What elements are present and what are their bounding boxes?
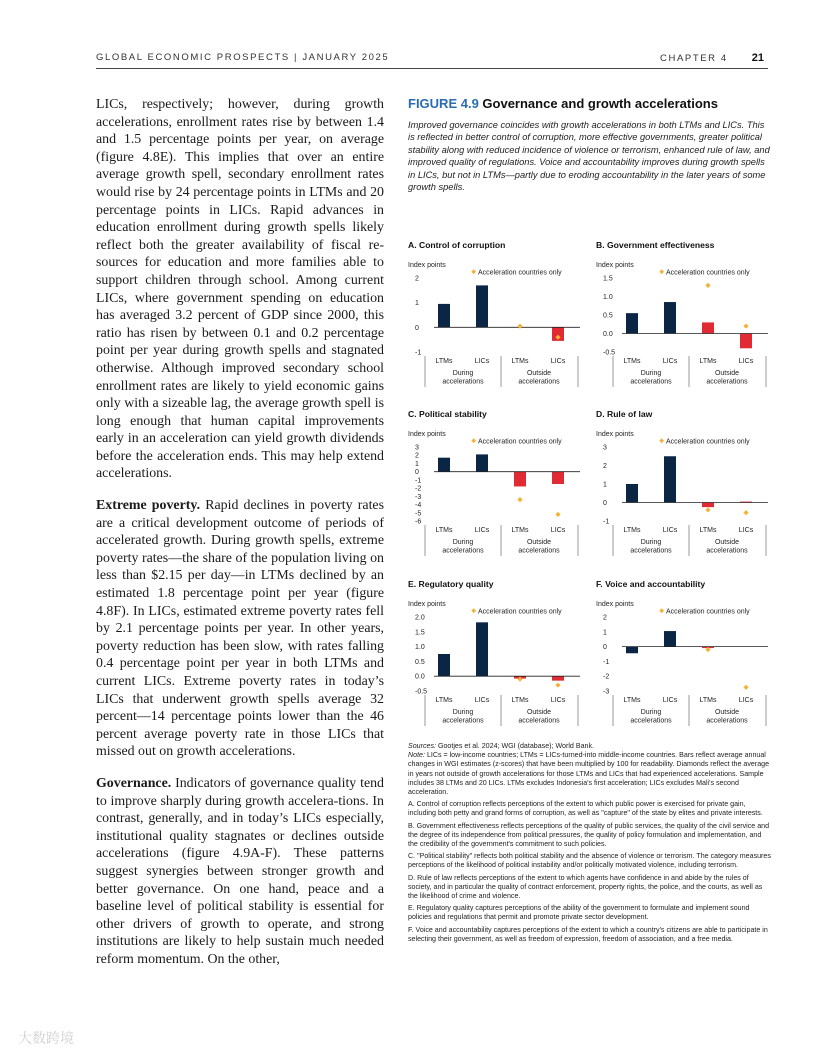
note-f: F. Voice and accountability captures perceptions of the extent to which a country's citizens are able to participate in selecting their government, as well as freedom of expression, freedom of association, and a free media.: [408, 925, 768, 943]
y-tick-label: 1: [603, 629, 607, 637]
group-label: During accelerations: [442, 539, 484, 555]
paragraph-governance: [96, 775, 384, 969]
x-tick-label: LICs: [550, 358, 566, 365]
x-tick-label: LICs: [550, 697, 566, 704]
y-tick-label: 2: [603, 463, 607, 470]
bar-ltms-outside: [514, 472, 526, 487]
poverty-text: Rapid declines in poverty rates are a critical development outcome of periods of accelerated growth. During growth spells, extreme poverty rates—the share of the population living on less than $2.15 per day—in LTMs declined by an estimated 1.8 percentage point per year (figure 4.8F). In LICs, estimated extreme poverty rates fell by 2.1 percentage points per year. In other years, poverty reduction has been slow, with rates falling 0.4 percentage point per year in both LTMs and current LICs. Extreme poverty rates in today’s LICs that underwent growth spells average 32 percent—14 percentage points lower than the 46 percent average poverty rate in those LICs that missed out on growth accelerations.: [96, 498, 384, 760]
y-tick-label: 2: [415, 452, 419, 460]
y-tick-label: 3: [603, 444, 607, 452]
y-axis-label: Index points: [596, 431, 634, 438]
group-label: Outside accelerations: [518, 370, 560, 386]
y-tick-label: 2: [415, 275, 419, 283]
governance-text: Indicators of governance quality tend to improve sharply during growth accelera-tions. In contrast, generally, and in today’s LICs especially, institutional quality stagnates or declines outside accelerations (figure 4.9A-F). These patterns suggest synergies between stronger growth and better governance. On one hand, peace and a baseline level of political stability is essential for other drivers of growth to operate, and strong institutions are likely to help sustain much needed reform momentum. On the other,: [96, 775, 384, 967]
y-tick-label: 0: [603, 500, 607, 507]
panel-title: E. Regulatory quality: [408, 579, 494, 589]
panel-b: [596, 240, 771, 390]
bar-ltms-during: [626, 484, 638, 503]
chart-government-effectiveness: [596, 240, 771, 390]
x-tick-label: LTMs: [699, 527, 717, 534]
bar-lics-outside: [552, 676, 564, 680]
y-axis-label: Index points: [408, 431, 446, 438]
legend-label: Acceleration countries only: [478, 438, 562, 446]
y-tick-label: -1: [415, 477, 422, 485]
bar-lics-during: [476, 454, 488, 471]
panel-title: A. Control of corruption: [408, 240, 506, 250]
diamond-marker: [517, 497, 522, 502]
x-tick-label: LTMs: [511, 358, 529, 365]
figure-notes: [408, 742, 772, 944]
group-label: During accelerations: [630, 709, 672, 725]
x-tick-label: LTMs: [623, 697, 641, 704]
legend-label: Acceleration countries only: [478, 269, 562, 277]
y-tick-label: -1: [603, 658, 610, 666]
chapter-label: [660, 52, 764, 64]
bar-lics-during: [664, 631, 676, 647]
sources-label: Sources:: [408, 742, 436, 750]
x-tick-label: LTMs: [623, 358, 641, 365]
diamond-marker: [705, 283, 710, 288]
y-tick-label: -1: [603, 518, 610, 526]
diamond-marker: [705, 507, 710, 512]
legend-label: Acceleration countries only: [666, 608, 750, 616]
diamond-marker: [743, 510, 748, 515]
y-tick-label: 1.5: [415, 629, 425, 637]
panel-title: B. Government effectiveness: [596, 240, 715, 250]
chart-political-stability: [408, 409, 583, 559]
x-tick-label: LICs: [474, 697, 490, 704]
legend-diamond-icon: [659, 269, 664, 274]
y-tick-label: 1.0: [415, 644, 425, 652]
bar-lics-outside: [552, 472, 564, 484]
note-a: A. Control of corruption reflects perceptions of the extent to which public power is exercised for private gain, including both petty and grand forms of corruption, as well as "capture" of the state by elites and private interests.: [408, 800, 763, 818]
panel-f: [596, 579, 771, 729]
legend-diamond-icon: [471, 438, 476, 443]
x-tick-label: LTMs: [623, 527, 641, 534]
y-axis-label: Index points: [596, 262, 634, 269]
y-tick-label: -0.5: [415, 688, 428, 696]
y-tick-label: 0: [415, 469, 419, 477]
group-label: During accelerations: [630, 370, 672, 386]
legend-diamond-icon: [471, 269, 476, 274]
diamond-marker: [517, 324, 522, 329]
y-tick-label: 0.5: [603, 312, 613, 320]
chart-control-of-corruption: [408, 240, 583, 390]
bar-lics-during: [664, 456, 676, 502]
x-tick-label: LTMs: [511, 697, 529, 704]
x-tick-label: LTMs: [699, 697, 717, 704]
y-tick-label: -2: [603, 673, 610, 681]
y-axis-label: Index points: [596, 601, 634, 608]
x-tick-label: LICs: [738, 358, 754, 365]
chart-regulatory-quality: [408, 579, 583, 729]
note-c: C. "Political stability" reflects both political stability and the absence of violence or terrorism. The category measures perceptions of the likelihood of political instability and/or politically motivated violence, including terrorism.: [408, 852, 771, 870]
panel-c: [408, 409, 583, 559]
y-tick-label: -4: [415, 502, 422, 510]
panel-a: [408, 240, 583, 390]
x-tick-label: LICs: [662, 697, 678, 704]
x-tick-label: LICs: [738, 527, 754, 534]
chapter-text: CHAPTER 4: [660, 53, 728, 64]
diamond-marker: [743, 324, 748, 329]
y-tick-label: -6: [415, 518, 422, 526]
running-header: GLOBAL ECONOMIC PROSPECTS | JANUARY 2025: [96, 52, 390, 63]
bar-lics-during: [476, 622, 488, 676]
figure-title-text: Governance and growth accelerations: [482, 96, 718, 111]
x-tick-label: LTMs: [435, 358, 453, 365]
x-tick-label: LICs: [738, 697, 754, 704]
y-tick-label: -1: [415, 349, 422, 357]
x-tick-label: LICs: [474, 527, 490, 534]
header-rule: [96, 68, 768, 69]
sources-line: [408, 742, 772, 751]
y-tick-label: 0: [415, 324, 419, 332]
x-tick-label: LTMs: [435, 697, 453, 704]
sources-text: Gootjes et al. 2024; WGI (database); World Bank.: [436, 742, 594, 750]
y-axis-label: Index points: [408, 601, 446, 608]
y-axis-label: Index points: [408, 262, 446, 269]
y-tick-label: 1: [415, 300, 419, 308]
legend-diamond-icon: [659, 608, 664, 613]
page-number: 21: [751, 52, 764, 64]
note-line: [408, 751, 772, 797]
legend-label: Acceleration countries only: [666, 269, 750, 277]
y-tick-label: -3: [415, 493, 422, 501]
x-tick-label: LTMs: [699, 358, 717, 365]
bar-ltms-during: [438, 654, 450, 676]
note-d: D. Rule of law reflects perceptions of the extent to which agents have confidence in and abide by the rules of society, and in particular the quality of contract enforcement, property rights, the police, and the courts, as well as the likelihood of crime and violence.: [408, 873, 763, 901]
bar-lics-outside: [740, 334, 752, 349]
y-tick-label: 1: [415, 460, 419, 468]
y-tick-label: 0.0: [415, 673, 425, 681]
y-tick-label: -5: [415, 510, 422, 518]
governance-heading: Governance.: [96, 775, 172, 791]
panel-e: [408, 579, 583, 729]
x-tick-label: LICs: [474, 358, 490, 365]
diamond-marker: [743, 685, 748, 690]
note-e: E. Regulatory quality captures perceptions of the ability of the government to formulate and implement sound policies and regulations that permit and promote private sector development.: [408, 904, 750, 922]
group-label: Outside accelerations: [518, 539, 560, 555]
bar-lics-during: [664, 302, 676, 333]
figure-subtitle: Improved governance coincides with growth accelerations in both LTMs and LICs. This is reflected in better control of corruption, more effective governments, greater political stability along with reduced incidence of violence or terrorism, enhanced rule of law, and improved quality of regulations. Voice and accountability improves during growth spells in LICs, but not in LTMs—partly due to eroding accountability in the later years of some growth spells.: [408, 120, 770, 193]
y-tick-label: 2: [603, 614, 607, 622]
diamond-marker: [555, 682, 560, 687]
y-tick-label: 1.5: [603, 275, 613, 283]
bar-lics-during: [476, 285, 488, 327]
paragraph-poverty: [96, 497, 384, 761]
legend-diamond-icon: [471, 608, 476, 613]
group-label: Outside accelerations: [706, 709, 748, 725]
bar-ltms-outside: [702, 322, 714, 333]
x-tick-label: LTMs: [435, 527, 453, 534]
y-tick-label: 1: [603, 481, 607, 489]
group-label: During accelerations: [442, 370, 484, 386]
figure-title: [408, 96, 772, 111]
figure-number: FIGURE 4.9: [408, 96, 479, 111]
group-label: Outside accelerations: [706, 539, 748, 555]
panel-title: F. Voice and accountability: [596, 579, 706, 589]
y-tick-label: -2: [415, 485, 422, 493]
y-tick-label: -0.5: [603, 349, 616, 357]
legend-label: Acceleration countries only: [478, 608, 562, 616]
body-text-column: [96, 96, 384, 983]
poverty-heading: Extreme poverty.: [96, 498, 201, 514]
note-text: LICs = low-income countries; LTMs = LICs-turned-into middle-income countries. Bars reflect average annual changes in WGI estimates (z-scores) that have been multiplied by 100 for readability. Diamonds reflect the average in years not outside of growth accelerations for those LTMs and LICs that had experienced accelerations. Sample includes 38 LTMs and 20 LICs. LTMs excludes Indonesia's first acceleration; LICs excludes Mali's second acceleration.: [408, 751, 770, 797]
bar-ltms-outside: [702, 503, 714, 508]
diamond-marker: [555, 512, 560, 517]
y-tick-label: 0.5: [415, 658, 425, 666]
panel-d: [596, 409, 771, 559]
y-tick-label: 1.0: [603, 294, 613, 301]
y-tick-label: 2.0: [415, 614, 425, 622]
group-label: During accelerations: [442, 709, 484, 725]
panel-title: D. Rule of law: [596, 409, 653, 419]
y-tick-label: 0: [603, 644, 607, 652]
bar-ltms-during: [626, 647, 638, 654]
group-label: During accelerations: [630, 539, 672, 555]
bar-ltms-during: [626, 313, 638, 333]
figure-header: [408, 96, 772, 193]
bar-ltms-during: [438, 458, 450, 472]
legend-diamond-icon: [659, 438, 664, 443]
y-tick-label: -3: [603, 688, 610, 696]
x-tick-label: LICs: [550, 527, 566, 534]
x-tick-label: LICs: [662, 358, 678, 365]
chart-rule-of-law: [596, 409, 771, 559]
chart-voice-and-accountability: [596, 579, 771, 729]
bar-ltms-during: [438, 304, 450, 327]
watermark-logo: 大数跨境: [18, 1030, 74, 1046]
group-label: Outside accelerations: [706, 370, 748, 386]
legend-label: Acceleration countries only: [666, 438, 750, 446]
paragraph-education: LICs, respectively; however, during growth accelerations, enrollment rates rise by between 1.4 and 1.5 percentage points per year, on average (figure 4.8E). This implies that over an entire average growth spell, secondary enrollment rates would rise by 24 percentage points in LTMs and 20 percentage points in LICs. Rapid advances in education enrollment during growth spells likely reflect both the greater availability of fiscal re-sources for education and more families able to support children through school. Among current LICs, where government spending on education has averaged 3.2 percent of GDP since 2000, this ratio has risen by between 0.1 and 0.2 percentage point per year during growth spells and stagnated otherwise. Although improved secondary school enrollment rates are likely to yield economic gains only with a sizeable lag, the average growth spell is long enough that human capital improvements early in an acceleration can yield growth dividends before the acceleration ends. This may help extend accelerations.: [96, 97, 384, 482]
panel-title: C. Political stability: [408, 409, 487, 419]
y-tick-label: 0.0: [603, 331, 613, 338]
group-label: Outside accelerations: [518, 709, 560, 725]
y-tick-label: 3: [415, 444, 419, 452]
note-label: Note:: [408, 751, 425, 760]
x-tick-label: LTMs: [511, 527, 529, 534]
note-b: B. Government effectiveness reflects perceptions of the quality of public services, the quality of the civil service and the degree of its independence from political pressures, the quality of policy formulation and implementation, and the credibility of the government's commitment to such policies.: [408, 821, 770, 849]
x-tick-label: LICs: [662, 527, 678, 534]
